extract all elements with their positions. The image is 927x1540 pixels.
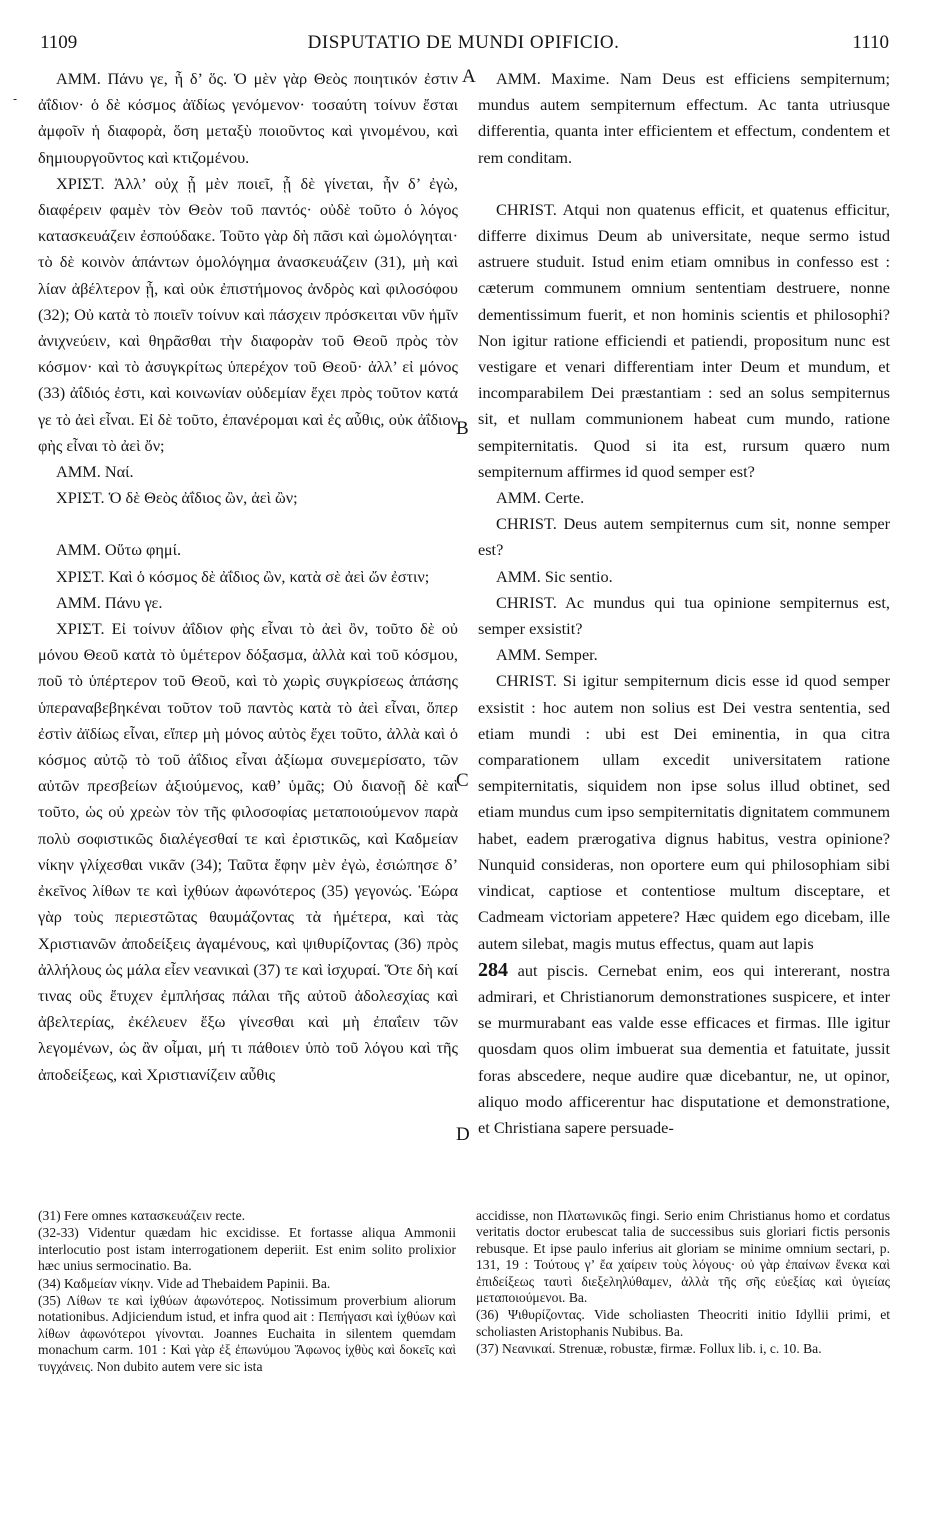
greek-paragraph: ΧΡΙΣΤ. Εἰ τοίνυν ἀΐδιον φὴς εἶναι τὸ ἀεὶ ὂν, τοῦτο δὲ οὐ μόνου Θεοῦ κατὰ τὸ ὑμέτερον δόξασμα, ἀλλὰ καὶ τοῦ κόσμου, ποῦ τὸ ὑπέρτερον τοῦ Θεοῦ, καὶ τὸ χωρὶς συγκρίσεως ἁπάσης ὑπεραναβεβηκέναι τοῦτον τοῦ παντὸς κατὰ τὸ ἀεὶ εἶναι, ὅπερ ἐστὶν ἀϊδίως εἶναι, εἴπερ μὴ μόνος αὐτὸς ἔχει τοῦτο, ἀλλὰ καὶ ὁ κόσμος αὐτῷ τὸ τοῦ ἀΐδιος εἶναι ἀξίωμα συνεμερίσατο, τῶν αὐτῶν πρεσβείων ἀξιούμενος, καθ’ ὑμᾶς; Οὐ διανοῇ δὲ καὶ τοῦτο, ὡς οὐ χρεὼν τὸν τῆς φιλοσοφίας μεταποιούμενον παρὰ πολὺ σοφιστικῶς διαλέγεσθαί τε καὶ ἐριστικῶς, καὶ Καδμείαν νίκην γλίχεσθαι νικᾶν (34); Ταῦτα ἔφην μὲν ἐγὼ, ἐσιώπησε δ’ ἐκεῖνος λίθων τε καὶ ἰχθύων ἀφωνότερος (35) γεγονώς. Ἑώρα γὰρ τοὺς περιεστῶτας θαυμάζοντας τὰ ἡμέτερα, καὶ τὰς Χριστιανῶν ἀποδείξεις ἀγαμένους, καὶ ψιθυρίζοντας (36) πρὸς ἀλλήλους ὡς μάλα εἶεν νεανικαὶ (37) τε καὶ ἰσχυραί. Ὅτε δὴ καί τινας οὓς ἔτυχεν ἐμπλήσας πάλαι τῆς αὐτοῦ ἀδολεσχίας καὶ ἀβελτερίας, ἐκέλευεν ἔξω γίνεσθαι καὶ μὴ ἐπαΐειν τῶν λεγομένων, ὡς ἂν οἶμαι, μή τι πάθοιεν ὑπὸ τοῦ λόγου καὶ τῆς ἀποδείξεως, καὶ Χριστιανίζειν αὖθις (38, 619, 458, 1084)
footnote: (32-33) Videntur quædam hic excidisse. Et fortasse aliqua Ammonii interlocutio post istam interrogationem deperiit. Est enim solito prolixior hæc unius sermocinatio. Ba. (38, 1225, 456, 1274)
latin-paragraph: AMM. Maxime. Nam Deus est efficiens sempiternum; mundus autem sempiternum effectum. Ac tanta utriusque differentia, quanta inter efficientem et effectum, condentem et rem conditam. (478, 69, 890, 167)
greek-column (38, 66, 458, 1182)
margin-letter-a: A (462, 66, 476, 87)
margin-letter-c: C (456, 770, 469, 791)
latin-paragraph: AMM. Semper. (496, 645, 598, 665)
latin-paragraph: CHRIST. Atqui non quatenus efficit, et quatenus efficitur, differre diximus Deum ab universitate, neque sermo istud astruere studuit. Istud enim etiam omnibus in confesso est : cæterum communem omnium sententiam destruere, nonne dementissimum fuerit, et non hominis scientis et philosophi? Non igitur ratione efficiendi et patiendi, propositum nunc est vestigare et venari differentiam inter Deum et mundum, et incomparabilem Dei præstantiam : sed an solus sempiternus sit, et nullam communionem habeat cum mundo, ratione sempiternitatis. Quod si ita est, rursum quæro num sempiternum affirmes id quod semper est? (478, 199, 890, 481)
greek-paragraph: ΑΜΜ. Οὕτω φημί. (56, 540, 182, 560)
column-page-marker: 284 (478, 958, 508, 981)
latin-paragraph: AMM. Certe. (496, 488, 585, 508)
latin-paragraph: AMM. Sic sentio. (496, 566, 613, 586)
footnote: accidisse, non Πλατωνικῶς fingi. Serio enim Christianus homo et cordatus veritatis doctor erubescat talia de successibus suis gloriari fictis personis rebusque. Et ipse paulo inferius ait gloriam se minime omnium sectari, p. 131, 19 : Τούτους γ’ ἔα χαίρειν τοὺς λόγους· οὐ γὰρ ἐπαίνων ἕνεκα καὶ ἐπιδείξεως ταυτὶ διεξεληλύθαμεν, ἀλλὰ τῆς σῆς εὐεξίας καὶ ὑγιείας μεταποιούμενοι. Ba. (476, 1208, 890, 1306)
footnote: (36) Ψιθυρίζοντας. Vide scholiasten Theocriti initio Idyllii primi, et scholiasten Aristophanis Nubibus. Ba. (476, 1307, 890, 1339)
latin-paragraph: CHRIST. Ac mundus qui tua opinione sempiternus est, semper exsistit? (478, 592, 890, 639)
greek-paragraph: ΑΜΜ. Πάνυ γε. (56, 592, 163, 612)
greek-paragraph: ΑΜΜ. Πάνυ γε, ἦ δ’ ὅς. Ὁ μὲν γὰρ Θεὸς ποιητικόν ἐστιν ἀΐδιον· ὁ δὲ κόσμος ἀϊδίως γενόμενον· τοσαύτη τοίνυν ἔσται ἀμφοῖν ἡ διαφορὰ, ὅση μεταξὺ ποιοῦντος καὶ γινομένου, καὶ δημιουργοῦντος καὶ κτιζομένου. (38, 69, 458, 167)
margin-letter-d: D (456, 1124, 470, 1145)
footnote: (34) Καδμείαν νίκην. Vide ad Thebaidem Papinii. Ba. (38, 1275, 331, 1291)
margin-letter-b: B (456, 418, 469, 439)
greek-paragraph: ΧΡΙΣΤ. Ἀλλ’ οὐχ ᾗ μὲν ποιεῖ, ᾗ δὲ γίνεται, ἦν δ’ ἐγὼ, διαφέρειν φαμὲν τὸν Θεὸν τοῦ παντός· οὐδὲ τοῦτο ὁ λόγος κατασκευάζειν ἐσπούδακε. Τοῦτο γὰρ δὴ πᾶσι καὶ ὡμολόγηται· τὸ δὲ κοινὸν ἁπάντων ὁμολόγημα ἀνασκευάζειν (31), μὴ καὶ λίαν ἀβέλτερον ᾖ, καὶ οὐκ ἐπιστήμονος ἀνδρὸς καὶ φιλοσόφου (32); Οὐ κατὰ τὸ ποιεῖν τοίνυν καὶ πάσχειν πρόσκειται νῦν ἡμῖν ἀνιχνεύειν, καὶ θηρᾶσθαι τὴν διαφορὰν τοῦ Θεοῦ πρὸς τὸν κόσμον· καὶ τὸ ἀσυγκρίτως ὑπερέχον τοῦ Θεοῦ· ἀλλ’ εἰ μόνος (33) ἀΐδιός ἐστι, καὶ κοινωνίαν οὐδεμίαν ἔχει πρὸς τοῦτον κατά γε τὸ ἀεὶ εἶναι. Εἰ δὲ τοῦτο, ἐπανέρομαι καὶ ἐς αὖθις, οὐκ ἀΐδιον φὴς εἶναι τὸ ἀεὶ ὄν; (38, 173, 458, 455)
footnote: (31) Fere omnes κατασκευάζειν recte. (38, 1208, 246, 1223)
page-header (0, 32, 927, 62)
page-number-left: 1109 (40, 32, 78, 53)
latin-column (478, 66, 890, 1182)
footnotes-right (476, 1208, 890, 1440)
footnotes-left (38, 1208, 456, 1458)
spacer (38, 511, 458, 537)
latin-paragraph-continued (478, 957, 890, 1141)
latin-continuation-text: aut piscis. Cernebat enim, eos qui intererant, nostra admirari, et Christianorum demonstrationes suspicere, et inter se murmurabant eas valde esse efficaces et firmas. Ille igitur quosdam quos olim imbuerat sua dementia et fatuitate, jussit foras abscedere, neque audire quæ dicebantur, ne, ut opinor, aliquo modo afficerentur hac disputatione et demonstratione, et Christiana sapere persuade- (478, 960, 890, 1137)
greek-paragraph: ΧΡΙΣΤ. Ὁ δὲ Θεὸς ἀΐδιος ὢν, ἀεὶ ὢν; (56, 488, 298, 508)
latin-paragraph: CHRIST. Si igitur sempiternum dicis esse id quod semper exsistit : hoc autem non solius est Dei vestra sententia, sed etiam mundi : ubi est Dei eminentia, in qua citra comparationem ullam excedit universitatem ratione sempiternitatis, siquidem non ipse solus illud obtinet, sed etiam mundus cum ipso sempiternitatis dignitatem communem habet, eadem prærogativa dignus habitus, vestra opinione? Nunquid consideras, non oportere eum qui philosophiam sibi vindicat, captiose et contentiose multum disceptare, et Cadmeam victoriam appetere? Hæc quidem ego dicebam, ille autem silebat, magis mutus effectus, quam aut lapis (478, 671, 890, 953)
footnote: (37) Νεανικαί. Strenuæ, robustæ, firmæ. Follux lib. i, c. 10. Ba. (476, 1341, 822, 1357)
latin-paragraph: CHRIST. Deus autem sempiternus cum sit, nonne semper est? (478, 514, 890, 560)
spacer (478, 171, 890, 197)
page-number-right: 1110 (852, 32, 889, 53)
greek-paragraph: ΑΜΜ. Ναί. (56, 462, 134, 482)
footnote: (35) Λίθων τε καὶ ἰχθύων ἀφωνότερος. Notissimum proverbium aliorum notationibus. Adjiciendum istud, et infra quod ait : Πεπήγασι καὶ ἰχθύων καὶ λίθων ἀφωνότεροι γίνονται. Joannes Euchaita in silentem quemdam monachum carm. 101 : Καὶ γὰρ ἐξ ἐπωνύμου Ἄφωνος ἰχθὺς καὶ δοκεῖς καὶ τυγχάνεις. Non dubito autem vere sic ista (38, 1293, 456, 1374)
running-title: DISPUTATIO DE MUNDI OPIFICIO. (307, 32, 620, 53)
greek-paragraph: ΧΡΙΣΤ. Καὶ ὁ κόσμος δὲ ἀΐδιος ὢν, κατὰ σὲ ἀεὶ ὤν ἐστιν; (56, 566, 430, 586)
margin-dash-icon: - (13, 92, 18, 106)
